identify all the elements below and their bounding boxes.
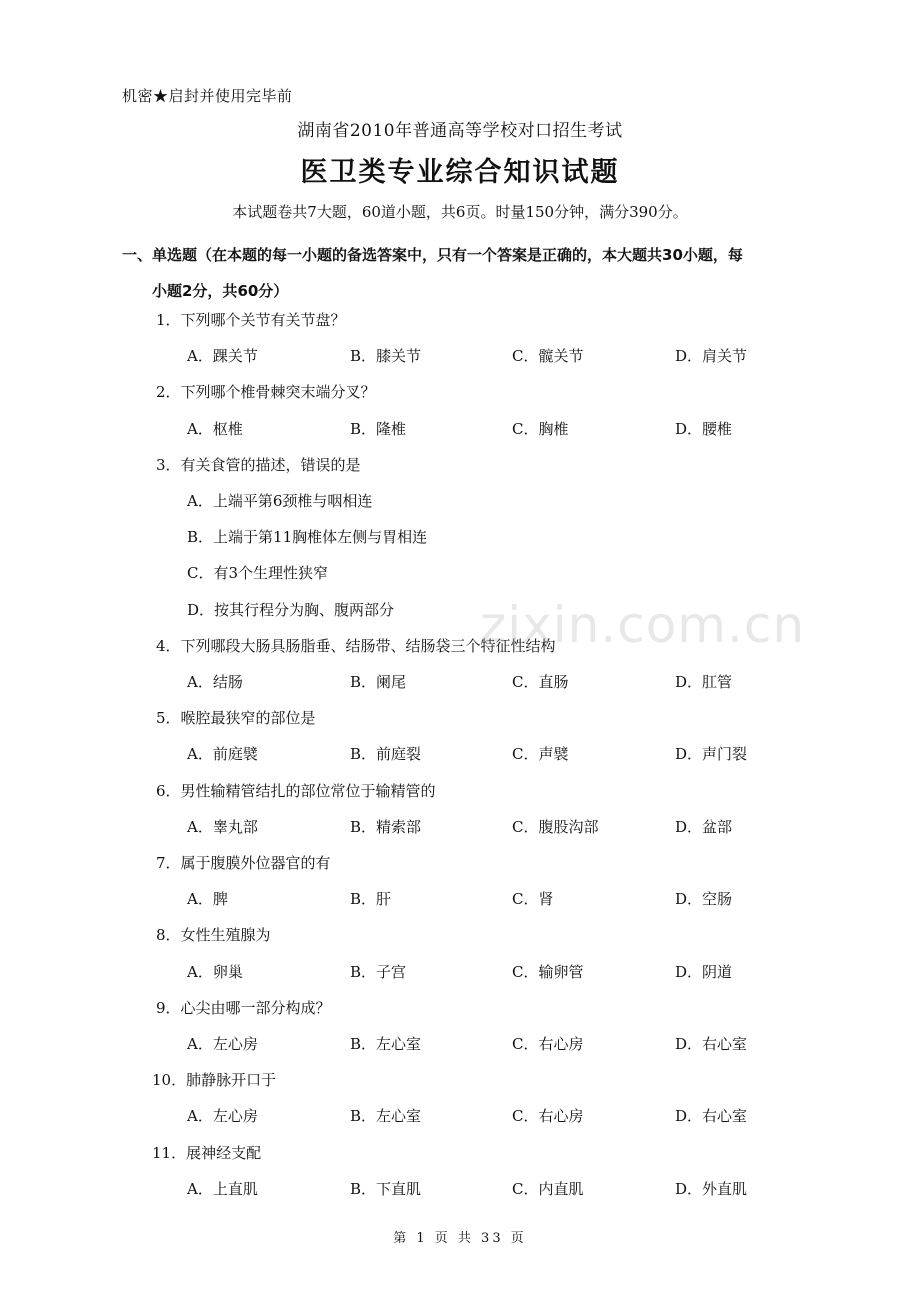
question-5: 5．喉腔最狭窄的部位是 [156,709,316,728]
question-1-option-c: C．髋关节 [512,347,584,366]
question-9-option-c: C．右心房 [512,1035,584,1053]
question-8-option-c: C．输卵管 [512,962,584,981]
watermark: zixin.com.cn [480,596,806,654]
question-7: 7．属于腹膜外位器官的有 [156,854,331,872]
question-7-option-c: C．肾 [512,890,554,909]
question-4-option-b: B．阑尾 [350,673,407,691]
question-11-option-c: C．内直肌 [512,1179,584,1198]
question-9-option-b: B．左心室 [350,1035,422,1053]
question-6-option-d: D．盆部 [675,817,733,836]
exam-title: 医卫类专业综合知识试题 [300,157,620,188]
question-6-option-a: A．睾丸部 [187,817,258,836]
question-8-option-d: D．阴道 [675,962,733,981]
question-11-option-b: B．下直肌 [350,1179,422,1198]
question-9-option-d: D．右心室 [675,1035,748,1053]
question-6-option-c: C．腹股沟部 [512,817,599,836]
question-10: 10．肺静脉开口于 [152,1071,277,1090]
question-4-option-c: C．直肠 [512,673,569,691]
question-2-option-b: B．隆椎 [350,419,407,438]
section-heading [122,237,812,309]
question-10-option-a: A．左心房 [187,1107,258,1126]
question-2-option-d: D．腰椎 [675,419,733,438]
page-footer: 第 1 页 共 33 页 [393,1231,527,1246]
question-3: 3．有关食管的描述，错误的是 [156,455,361,474]
question-2-option-a: A．枢椎 [187,419,243,438]
question-5-option-d: D．声门裂 [675,745,748,764]
question-8: 8．女性生殖腺为 [156,926,271,945]
question-4-option-d: D．肛管 [675,673,733,691]
question-3-option-b: B．上端于第11胸椎体左侧与胃相连 [187,528,428,547]
question-5-option-c: C．声襞 [512,745,569,764]
section-heading-line1: 一、单选题（在本题的每一小题的备选答案中，只有一个答案是正确的，本大题共30小题，每 [122,246,743,264]
question-5-option-a: A．前庭襞 [187,745,258,764]
question-3-option-d: D．按其行程分为胸、腹两部分 [187,600,395,619]
question-9-option-a: A．左心房 [187,1035,258,1053]
question-3-option-a: A．上端平第6颈椎与咽相连 [187,492,373,510]
question-10-option-b: B．左心室 [350,1107,422,1126]
question-8-option-a: A．卵巢 [187,962,243,981]
question-7-option-a: A．脾 [187,890,228,909]
confidential-notice: 机密★启封并使用完毕前 [122,87,293,105]
question-1-option-d: D．肩关节 [675,347,748,366]
question-3-option-c: C．有3个生理性狭窄 [187,564,329,583]
question-6-option-b: B．精索部 [350,817,422,836]
exam-intro: 本试题卷共7大题，60道小题，共6页。时量150分钟，满分390分。 [232,203,688,221]
question-10-option-d: D．右心室 [675,1107,748,1126]
exam-subtitle: 湖南省2010年普通高等学校对口招生考试 [297,121,623,141]
question-4: 4．下列哪段大肠具肠脂垂、结肠带、结肠袋三个特征性结构 [156,636,556,655]
question-4-option-a: A．结肠 [187,673,243,691]
question-2-option-c: C．胸椎 [512,419,569,438]
question-5-option-b: B．前庭裂 [350,745,422,764]
section-heading-line2: 小题2分，共60分） [152,282,289,300]
question-6: 6．男性输精管结扎的部位常位于输精管的 [156,781,436,800]
question-7-option-b: B．肝 [350,890,392,909]
question-7-option-d: D．空肠 [675,890,733,909]
question-10-option-c: C．右心房 [512,1107,584,1126]
question-11-option-a: A．上直肌 [187,1179,258,1198]
question-1-option-a: A．踝关节 [187,347,258,366]
question-2: 2．下列哪个椎骨棘突末端分叉？ [156,383,376,402]
question-1: 1．下列哪个关节有关节盘？ [156,311,346,329]
question-8-option-b: B．子宫 [350,962,407,981]
question-11-option-d: D．外直肌 [675,1179,748,1198]
question-1-option-b: B．膝关节 [350,347,422,366]
question-9: 9．心尖由哪一部分构成？ [156,998,331,1017]
question-11: 11．展神经支配 [152,1143,262,1162]
